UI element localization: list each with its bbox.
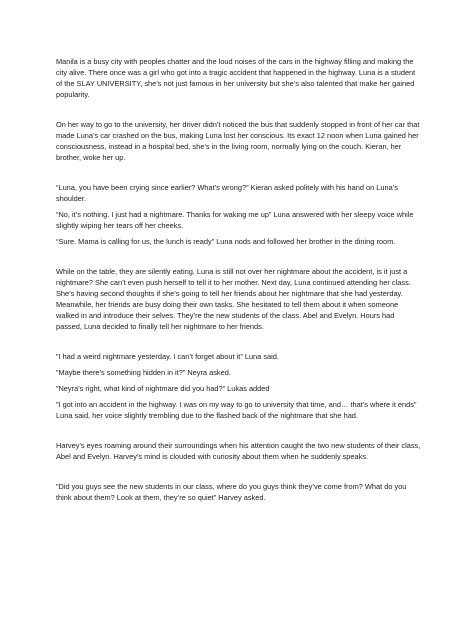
paragraph-kieran-asks: “Luna, you have been crying since earlier? What’s wrong?” Kieran asked politely with his hand on Luna’s shoulder.: [56, 183, 398, 203]
paragraph-weird-nightmare: ”I had a weird nightmare yesterday. I can’t forget about it” Luna said.: [56, 352, 279, 361]
paragraph-accident-highway: ”I got into an accident in the highway. I was on my way to go to university that time, and… that’s where it ends” Luna said, her voice slightly trembling due to the flashed back of the nightmare that she had.: [56, 400, 417, 420]
paragraph-luna-answers: “No, it’s nothing. I just had a nightmare. Thanks for waking me up” Luna answered with her sleepy voice while slightly wiping her tears off her cheeks.: [56, 210, 414, 230]
paragraph-lunch-ready: “Sure. Mama is calling for us, the lunch is ready” Luna nods and followed her brother in the dining room.: [56, 237, 396, 246]
paragraph-harvey-asks: ”Did you guys see the new students in our class, where do you guys think they’ve come from? What do you think about them? Look at them, they’re so quiet” Harvey asked.: [56, 482, 407, 502]
paragraph-intro: Manila is a busy city with peoples chatter and the loud noises of the cars in the highway filling and making the city alive. There once was a girl who got into a tragic accident that happened in the highway. Luna is a student of the SLAY UNIVERSITY, she’s not just famous in her university but she’s also talented that make her gained popularity.: [56, 57, 416, 99]
paragraph-accident: On her way to go to the university, her driver didn’t noticed the bus that suddenly stopped in front of her car that made Luna’s car crashed on the bus, making Luna lost her conscious. Its exact 12 noon when Luna gained her consciousness, instead in a hospital bed, she’s in the living room, normally lying on the couch. Kieran, her brother, woke her up.: [56, 120, 420, 162]
paragraph-neyra-asks: ”Maybe there’s something hidden in it?” Neyra asked.: [56, 368, 231, 377]
paragraph-next-day: While on the table, they are silently eating. Luna is still not over her nightmare about the accident, is it just a nightmare? She can’t even push herself to tell it to her mother. Next day, Luna continued attending her class. She’s having second thoughts if she’s going to tell her friends about her nightmare that she had yesterday. Meanwhile, her friends are busy doing their own tasks. She hesitated to tell them about it when someone walked in and introduce their selves. They’re the new students of the class. Abel and Evelyn. Hours had passed, Luna decided to finally tell her nightmare to her friends.: [56, 267, 411, 331]
paragraph-harvey-curious: Harvey’s eyes roaming around their surroundings when his attention caught the two new students of their class, Abel and Evelyn. Harvey’s mind is clouded with curiosity about them when he suddenly speaks.: [56, 441, 421, 461]
paragraph-lukas-adds: ”Neyra’s right, what kind of nightmare did you had?” Lukas added: [56, 384, 270, 393]
